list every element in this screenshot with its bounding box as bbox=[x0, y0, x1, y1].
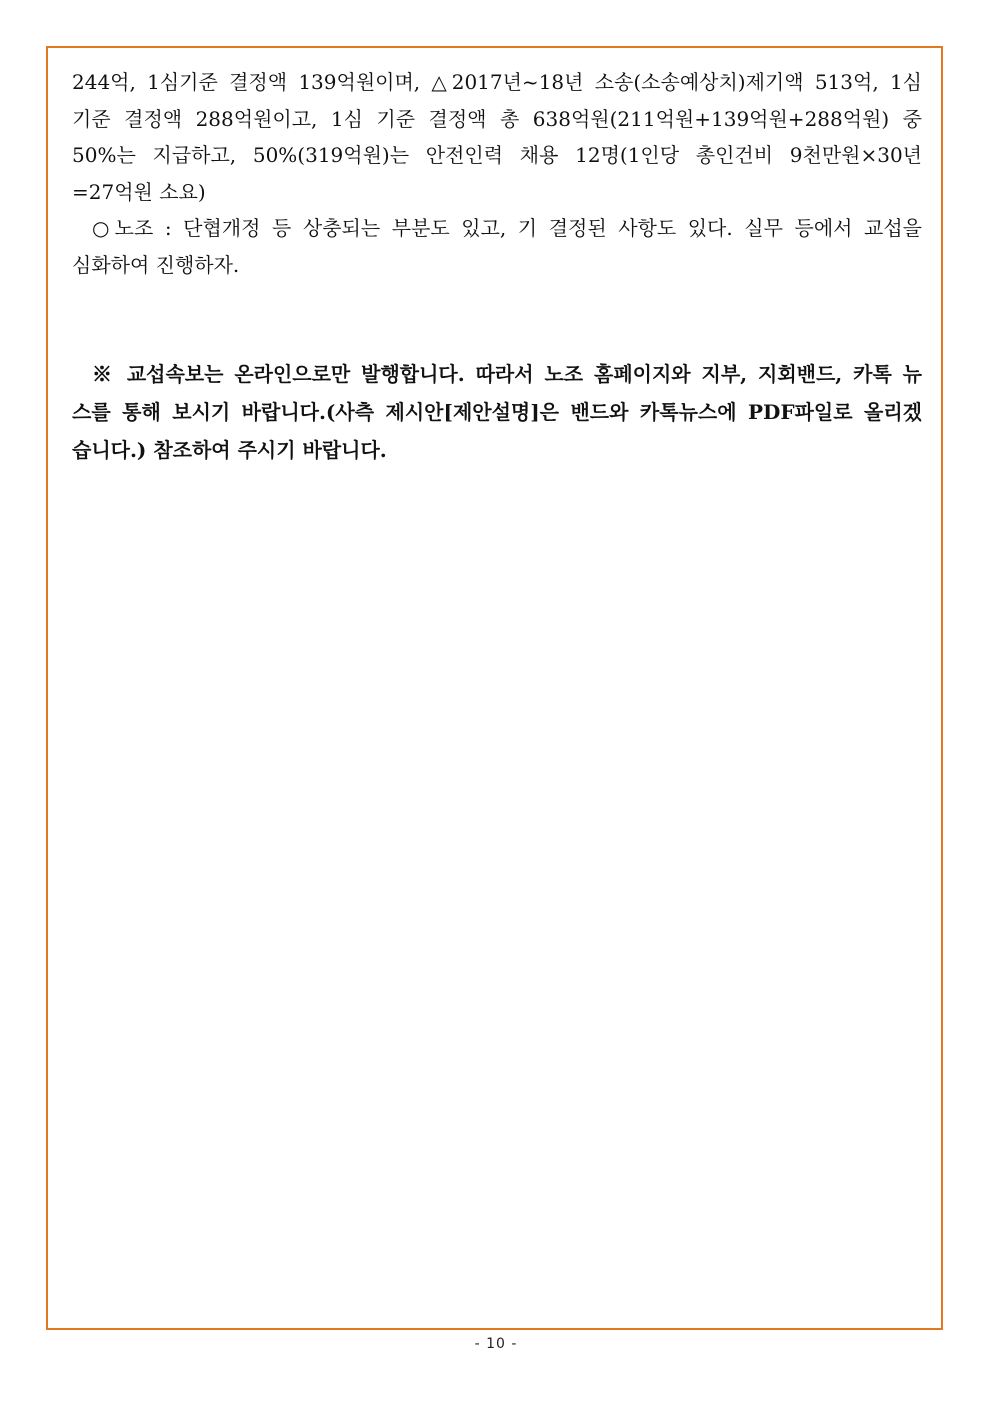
text-line: 50%는 지급하고, 50%(319억원)는 안전인력 채용 12명(1인당 총인건비 9천만원×30년 bbox=[72, 143, 922, 167]
notice-line: 스를 통해 보시기 바랍니다.(사측 제시안[제안설명]은 밴드와 카톡뉴스에 PDF파일로 올리겠 bbox=[72, 400, 922, 424]
page-border bbox=[46, 46, 943, 1330]
notice-line: 습니다.) 참조하여 주시기 바랍니다. bbox=[72, 438, 387, 462]
paragraph-union-response bbox=[72, 210, 922, 283]
page-number: - 10 - bbox=[474, 1336, 518, 1352]
text-line: 기준 결정액 288억원이고, 1심 기준 결정액 총 638억원(211억원+139억원+288억원) 중 bbox=[72, 106, 922, 131]
text-line: 244억, 1심기준 결정액 139억원이며, △2017년~18년 소송(소송예상치)제기액 513억, 1심 bbox=[72, 70, 922, 94]
paragraph-settlement-amounts bbox=[72, 64, 922, 210]
notice-line: ※ 교섭속보는 온라인으로만 발행합니다. 따라서 노조 홈페이지와 지부, 지회밴드, 카톡 뉴 bbox=[92, 362, 922, 386]
text-line: 심화하여 진행하자. bbox=[72, 252, 240, 277]
online-publication-notice bbox=[72, 355, 922, 469]
document-body bbox=[72, 64, 922, 469]
text-line: ○노조 : 단협개정 등 상충되는 부분도 있고, 기 결정된 사항도 있다. 실무 등에서 교섭을 bbox=[92, 216, 922, 240]
text-line: =27억원 소요) bbox=[72, 179, 206, 204]
